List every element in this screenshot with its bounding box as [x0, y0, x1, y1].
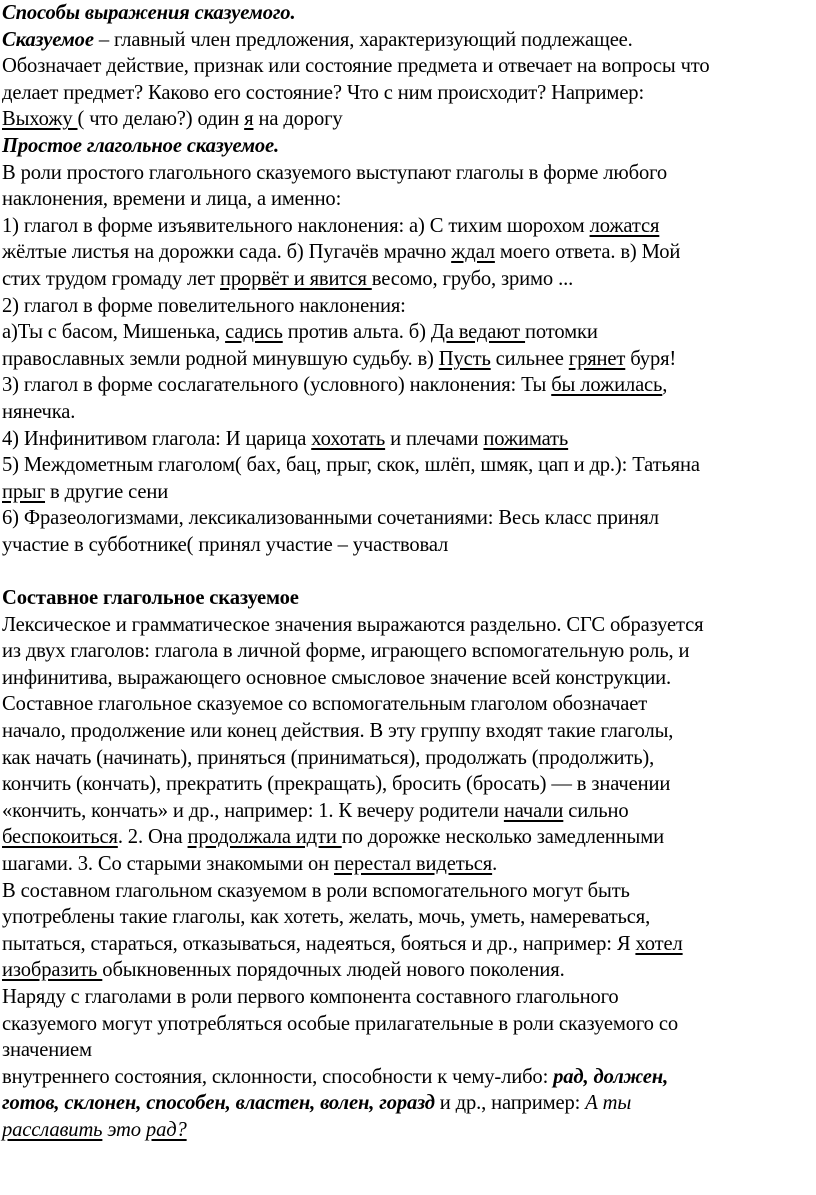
item-text: потомки [525, 321, 598, 344]
example-quote: это [102, 1118, 146, 1141]
item-text: моего ответа. в) Мой [494, 241, 681, 264]
list-item-4 [2, 426, 810, 453]
underlined-predicate: начали [503, 799, 564, 822]
intro-term: Сказуемое [2, 28, 99, 51]
item-text: 3) глагол в форме сослагательного (условного) наклонения: Ты [2, 374, 552, 397]
compound-line [2, 984, 810, 1011]
underlined-predicate: бы ложилась [551, 374, 663, 397]
example-text: ( что делаю?) один [77, 108, 245, 131]
underlined-predicate: перестал видеться [334, 853, 493, 875]
compound-line [2, 1064, 810, 1091]
item-text: стих трудом громаду лет [2, 267, 221, 290]
item-text: буря! [625, 347, 677, 370]
compound-line [2, 824, 810, 851]
list-item-2 [2, 293, 810, 320]
emphasized-adjectives: готов, склонен, способен, властен, волен, горазд [2, 1092, 435, 1115]
compound-line [2, 1011, 810, 1038]
intro-text: Обозначает действие, признак или состояние предмета и отвечает на вопросы что [2, 55, 710, 78]
paragraph-text: пытаться, стараться, отказываться, надеяться, бояться и др., например: Я [2, 932, 636, 955]
list-item-3 [2, 372, 810, 399]
underlined-predicate: расславить [2, 1118, 103, 1141]
compound-line [2, 771, 810, 798]
simple-para-line [2, 160, 810, 187]
compound-line [2, 957, 810, 984]
intro-line-1 [2, 27, 810, 54]
paragraph-text: обыкновенных порядочных людей нового поколения. [102, 959, 565, 982]
item-text: жёлтые листья на дорожки сада. б) Пугачёв мрачно [2, 241, 452, 264]
list-item-6-cont [2, 532, 810, 559]
paragraph-text: значением [2, 1039, 92, 1062]
item-text: в другие сени [45, 480, 169, 503]
title-text: Способы выражения сказуемого. [2, 2, 296, 24]
paragraph-text: наклонения, времени и лица, а именно: [2, 188, 342, 211]
underlined-predicate: прорвёт и явится [220, 267, 372, 290]
item-text: 2) глагол в форме повелительного наклонения: [2, 294, 406, 317]
intro-definition: – главный член предложения, характеризующий подлежащее. [98, 28, 633, 51]
paragraph-text: . [492, 853, 498, 875]
intro-line-2 [2, 53, 810, 80]
list-item-3-cont [2, 399, 810, 426]
paragraph-text: кончить (кончать), прекратить (прекращать), бросить (бросать) — в значении [2, 773, 671, 796]
document-title [2, 0, 810, 27]
paragraph-text: как начать (начинать), приняться (приниматься), продолжать (продолжить), [2, 746, 655, 769]
paragraph-text: Лексическое и грамматическое значения выражаются раздельно. СГС образуется [2, 613, 704, 636]
underlined-predicate: Да ведают [430, 321, 526, 344]
compound-line [2, 1090, 810, 1117]
blank-line [2, 558, 810, 585]
compound-line [2, 745, 810, 772]
compound-line [2, 798, 810, 825]
compound-line [2, 691, 810, 718]
underlined-predicate: рад? [145, 1118, 187, 1141]
underlined-predicate: грянет [568, 347, 626, 370]
paragraph-text: инфинитива, выражающего основное смысловое значение всей конструкции. [2, 666, 671, 689]
compound-line [2, 638, 810, 665]
item-text: сильнее [490, 347, 569, 370]
intro-example [2, 106, 810, 133]
underlined-predicate: прыг [2, 480, 46, 503]
underlined-predicate: ложатся [589, 214, 660, 237]
emphasized-adjectives: рад, должен, [553, 1065, 669, 1088]
item-text: 6) Фразеологизмами, лексикализованными сочетаниями: Весь класс принял [2, 507, 659, 530]
compound-line [2, 931, 810, 958]
paragraph-text: . 2. Она [117, 826, 188, 849]
list-item-1 [2, 213, 810, 240]
paragraph-text: из двух глаголов: глагола в личной форме, играющего вспомогательную роль, и [2, 640, 690, 663]
item-text: 4) Инфинитивом глагола: И царица [2, 427, 312, 450]
underlined-predicate: хотел [635, 932, 683, 955]
paragraph-text: В составном глагольном сказуемом в роли вспомогательного могут быть [2, 879, 630, 902]
compound-line [2, 1117, 810, 1144]
compound-line [2, 612, 810, 639]
item-text: весомо, грубо, зримо ... [371, 267, 574, 290]
example-quote: А ты [585, 1092, 632, 1115]
item-text: а)Ты с басом, Мишенька, [2, 321, 226, 344]
list-item-5-cont [2, 479, 810, 506]
section-heading: Составное глагольное сказуемое [2, 587, 299, 610]
example-verb: Выхожу [2, 108, 78, 131]
underlined-predicate: Пусть [438, 347, 491, 370]
item-text: 5) Междометным глаголом( бах, бац, прыг, скок, шлёп, шмяк, цап и др.): Татьяна [2, 454, 700, 477]
paragraph-text: внутреннего состояния, склонности, способности к чему-либо: [2, 1065, 554, 1088]
paragraph-text: начало, продолжение или конец действия. В эту группу входят такие глаголы, [2, 720, 674, 743]
example-text: на дорогу [253, 108, 343, 131]
paragraph-text: и др., например: [434, 1092, 586, 1115]
item-text: православных земли родной минувшую судьбу. в) [2, 347, 439, 370]
list-item-2-cont [2, 319, 810, 346]
underlined-predicate: продолжала идти [187, 826, 342, 849]
paragraph-text: сильно [563, 799, 629, 822]
paragraph-text: шагами. 3. Со старыми знакомыми он [2, 853, 335, 875]
example-subject: я [244, 108, 254, 131]
item-text: 1) глагол в форме изъявительного наклонения: а) С тихим шорохом [2, 214, 590, 237]
item-text: участие в субботнике( принял участие – участвовал [2, 533, 449, 556]
compound-heading [2, 585, 810, 612]
paragraph-text: употреблены такие глаголы, как хотеть, желать, мочь, уметь, намереваться, [2, 906, 651, 929]
compound-line [2, 665, 810, 692]
section-heading: Простое глагольное сказуемое. [2, 134, 280, 157]
compound-line [2, 851, 810, 878]
list-item-6 [2, 505, 810, 532]
underlined-predicate: пожимать [483, 427, 569, 450]
underlined-predicate: садись [225, 321, 283, 344]
compound-line [2, 904, 810, 931]
paragraph-text: «кончить, кончать» и др., например: 1. К вечеру родители [2, 799, 504, 822]
list-item-1-cont [2, 239, 810, 266]
compound-line [2, 1037, 810, 1064]
simple-para-line [2, 186, 810, 213]
item-text: и плечами [385, 427, 484, 450]
underlined-predicate: хохотать [311, 427, 386, 450]
item-text: нянечка. [2, 400, 76, 423]
item-text: против альта. б) [282, 321, 431, 344]
list-item-2-cont [2, 346, 810, 373]
simple-heading [2, 133, 810, 160]
compound-line [2, 718, 810, 745]
compound-line [2, 878, 810, 905]
paragraph-text: Наряду с глаголами в роли первого компонента составного глагольного [2, 985, 619, 1008]
intro-line-3 [2, 80, 810, 107]
underlined-predicate: беспокоиться [2, 826, 118, 849]
list-item-5 [2, 452, 810, 479]
paragraph-text: Составное глагольное сказуемое со вспомогательным глаголом обозначает [2, 693, 648, 716]
list-item-1-cont [2, 266, 810, 293]
paragraph-text: сказуемого могут употребляться особые прилагательные в роли сказуемого со [2, 1012, 678, 1035]
underlined-predicate: ждал [451, 241, 495, 264]
intro-text: делает предмет? Каково его состояние? Что с ним происходит? Например: [2, 81, 645, 104]
item-text: , [662, 374, 668, 397]
paragraph-text: по дорожке несколько замедленными [341, 826, 664, 849]
paragraph-text: В роли простого глагольного сказуемого выступают глаголы в форме любого [2, 161, 668, 184]
underlined-predicate: изобразить [2, 959, 103, 982]
